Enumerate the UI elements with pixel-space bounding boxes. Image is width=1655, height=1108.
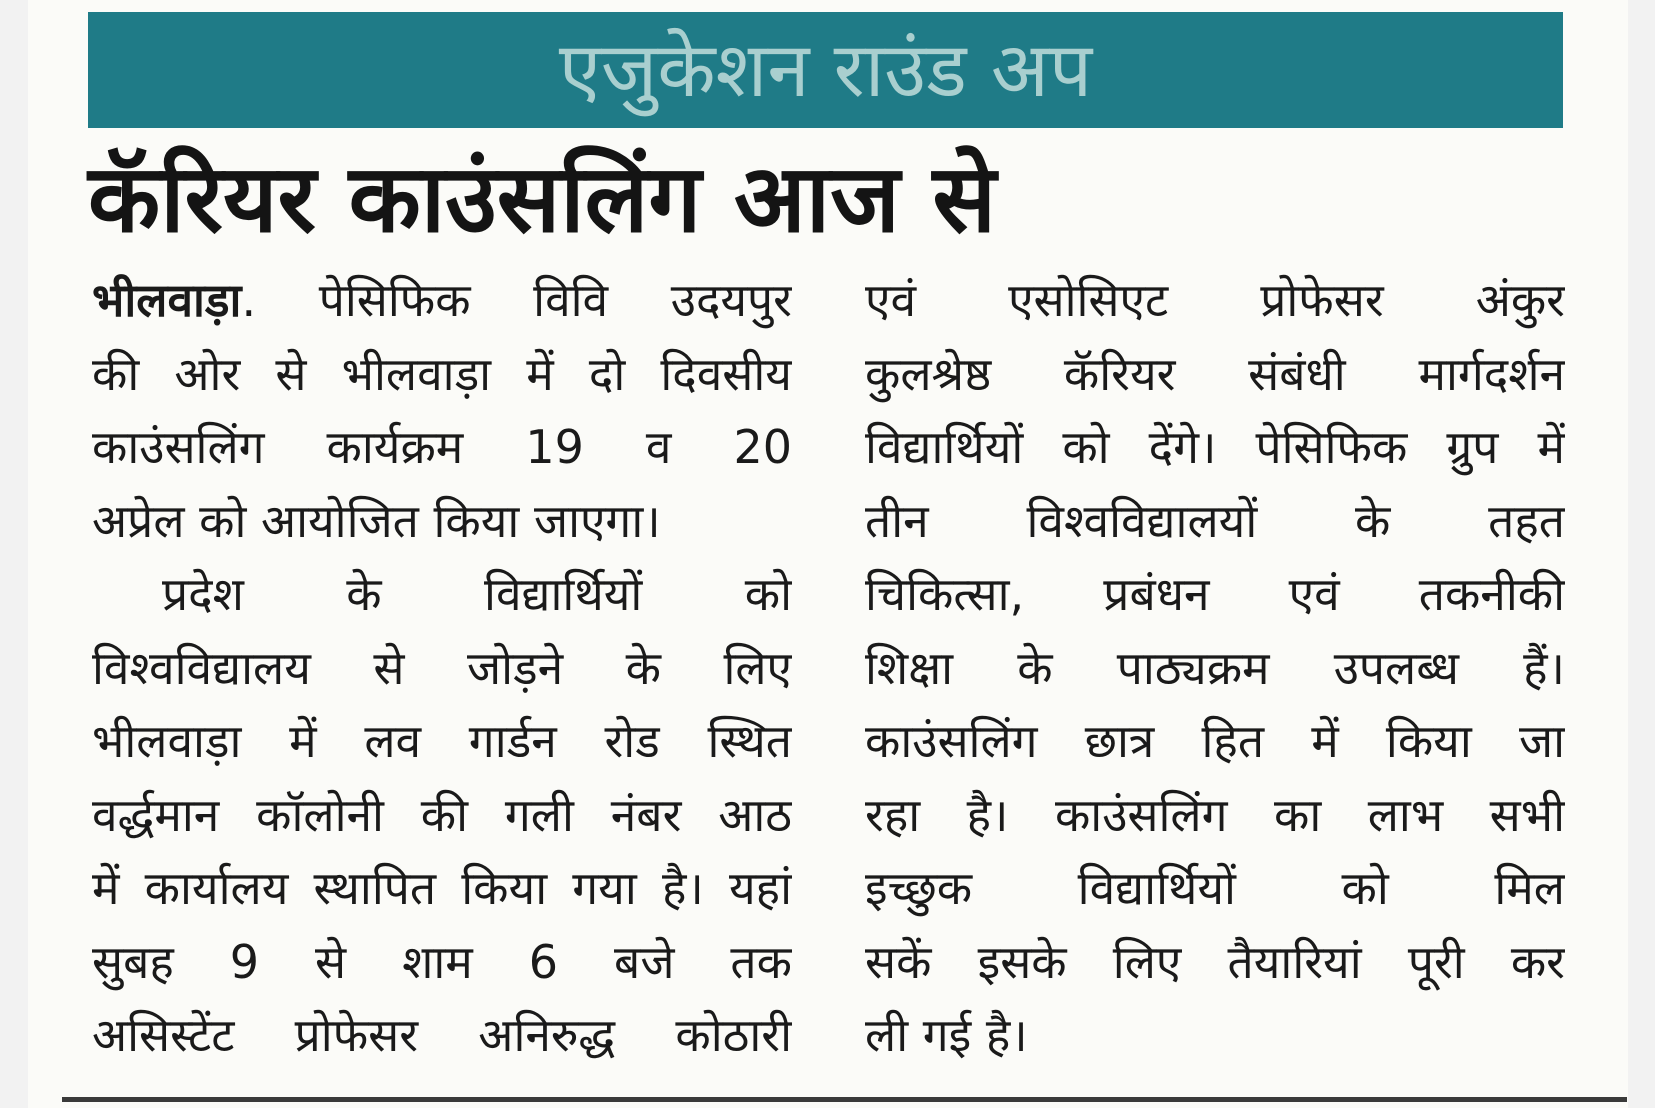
- article-dateline: भीलवाड़ा: [92, 273, 242, 327]
- article-line: ली गई है।: [865, 1008, 1028, 1062]
- section-banner-title: एजुकेशन राउंड अप: [558, 25, 1093, 114]
- article-line: एवं एसोसिएट प्रोफेसर अंकुर: [865, 273, 1565, 327]
- article-line-text: . पेसिफिक विवि उदयपुर: [241, 273, 792, 327]
- article-line: इच्छुक विद्यार्थियों को मिल: [865, 861, 1565, 915]
- article-line: अप्रेल को आयोजित किया जाएगा।: [92, 493, 661, 548]
- article-line: विश्वविद्यालय से जोड़ने के लिए: [92, 640, 792, 695]
- article-line: असिस्टेंट प्रोफेसर अनिरुद्ध कोठारी: [92, 1008, 792, 1062]
- article-line: कुलश्रेष्ठ कॅरियर संबंधी मार्गदर्शन: [865, 346, 1565, 401]
- article-column-left: [92, 264, 792, 1074]
- article-line: काउंसलिंग कार्यक्रम 19 व 20: [92, 420, 792, 474]
- article-line: की ओर से भीलवाड़ा में दो दिवसीय: [92, 346, 792, 401]
- article-line: सुबह 9 से शाम 6 बजे तक: [92, 934, 792, 989]
- article-line: विद्यार्थियों को देंगे। पेसिफिक ग्रुप में: [865, 420, 1565, 474]
- article-line: वर्द्धमान कॉलोनी की गली नंबर आठ: [92, 787, 792, 842]
- article-line: प्रदेश के विद्यार्थियों को: [162, 567, 792, 621]
- article-line: [92, 264, 792, 338]
- article-line: काउंसलिंग छात्र हित में किया जा: [865, 714, 1565, 768]
- bottom-rule: [62, 1097, 1627, 1102]
- article-line: चिकित्सा, प्रबंधन एवं तकनीकी: [865, 567, 1565, 621]
- article-headline: कॅरियर काउंसलिंग आज से: [88, 145, 997, 254]
- article-line: शिक्षा के पाठ्यक्रम उपलब्ध हैं।: [865, 640, 1565, 695]
- article-line: भीलवाड़ा में लव गार्डन रोड स्थित: [92, 714, 792, 768]
- article-line: तीन विश्वविद्यालयों के तहत: [865, 493, 1565, 548]
- article-column-right: [865, 264, 1565, 1074]
- article-line: में कार्यालय स्थापित किया गया है। यहां: [92, 861, 792, 915]
- article-line: सकें इसके लिए तैयारियां पूरी कर: [865, 934, 1565, 989]
- article-line: रहा है। काउंसलिंग का लाभ सभी: [865, 787, 1565, 842]
- section-banner: [88, 12, 1563, 128]
